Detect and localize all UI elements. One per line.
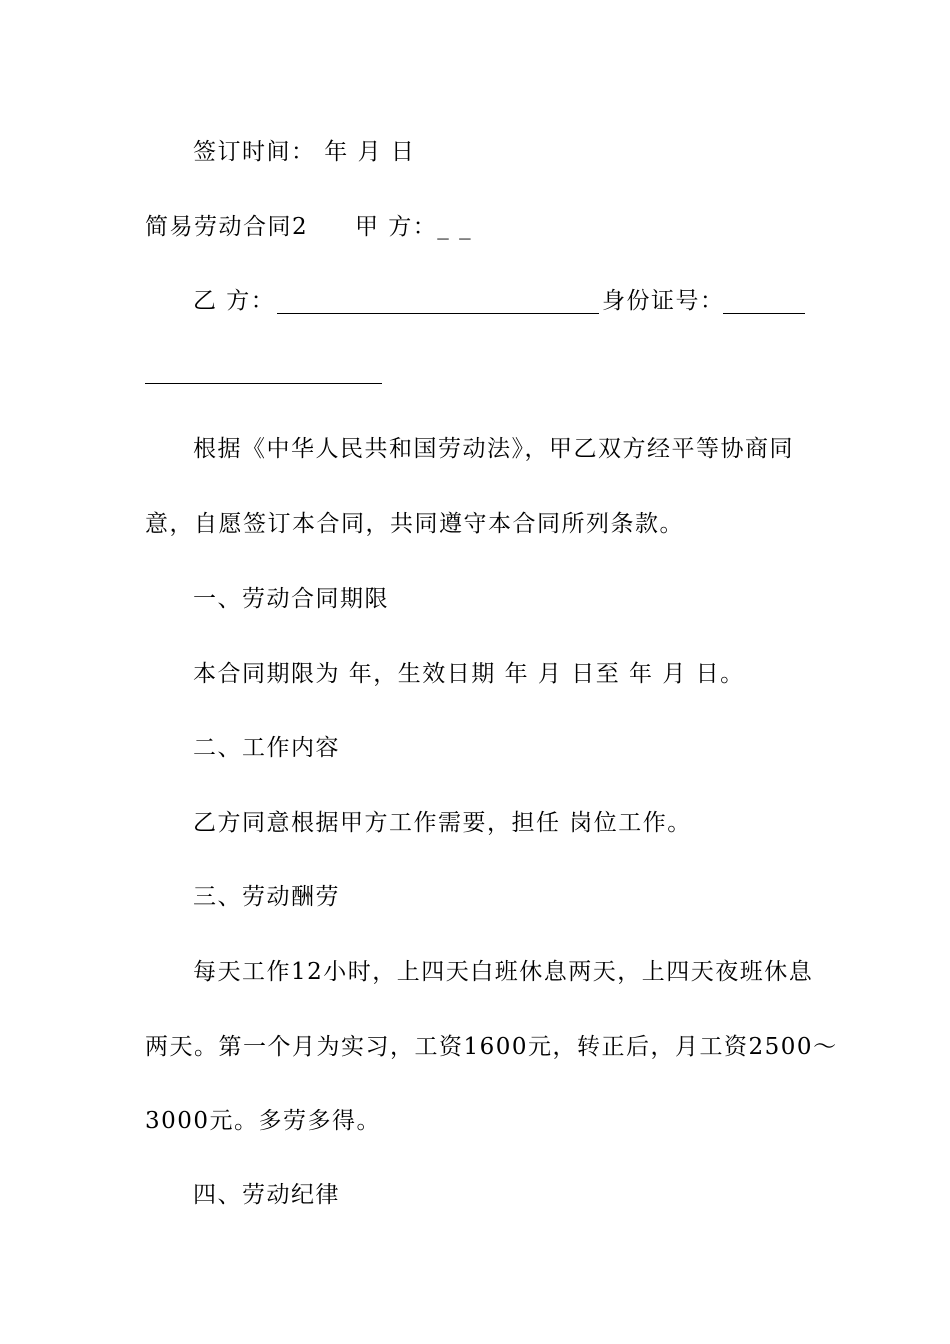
- sign-date-line: 签订时间： 年 月 日: [193, 139, 416, 165]
- section-3-body-line-2: 两天。第一个月为实习，工资1600元，转正后，月工资2500～: [145, 1034, 838, 1060]
- party-b-blank: [277, 313, 599, 314]
- party-a-line: 甲 方：_ _: [355, 214, 473, 240]
- section-3-heading: 三、劳动酬劳: [193, 884, 340, 910]
- section-2-body: 乙方同意根据甲方工作需要，担任 岗位工作。: [193, 810, 692, 836]
- intro-paragraph-line-1: 根据《中华人民共和国劳动法》，甲乙双方经平等协商同: [193, 436, 794, 462]
- party-b-label: 乙 方：: [193, 288, 276, 314]
- id-number-blank-continued: [145, 383, 382, 384]
- id-number-label: 身份证号：: [602, 288, 725, 314]
- section-1-body: 本合同期限为 年，生效日期 年 月 日至 年 月 日。: [193, 661, 745, 687]
- section-2-heading: 二、工作内容: [193, 735, 340, 761]
- section-4-heading: 四、劳动纪律: [193, 1182, 340, 1208]
- section-3-body-line-3: 3000元。多劳多得。: [145, 1108, 382, 1134]
- section-1-heading: 一、劳动合同期限: [193, 586, 389, 612]
- intro-paragraph-line-2: 意，自愿签订本合同，共同遵守本合同所列条款。: [145, 511, 684, 537]
- contract-title: 简易劳动合同2: [145, 214, 309, 240]
- id-number-blank: [723, 313, 805, 314]
- section-3-body-line-1: 每天工作12小时，上四天白班休息两天，上四天夜班休息: [193, 959, 814, 985]
